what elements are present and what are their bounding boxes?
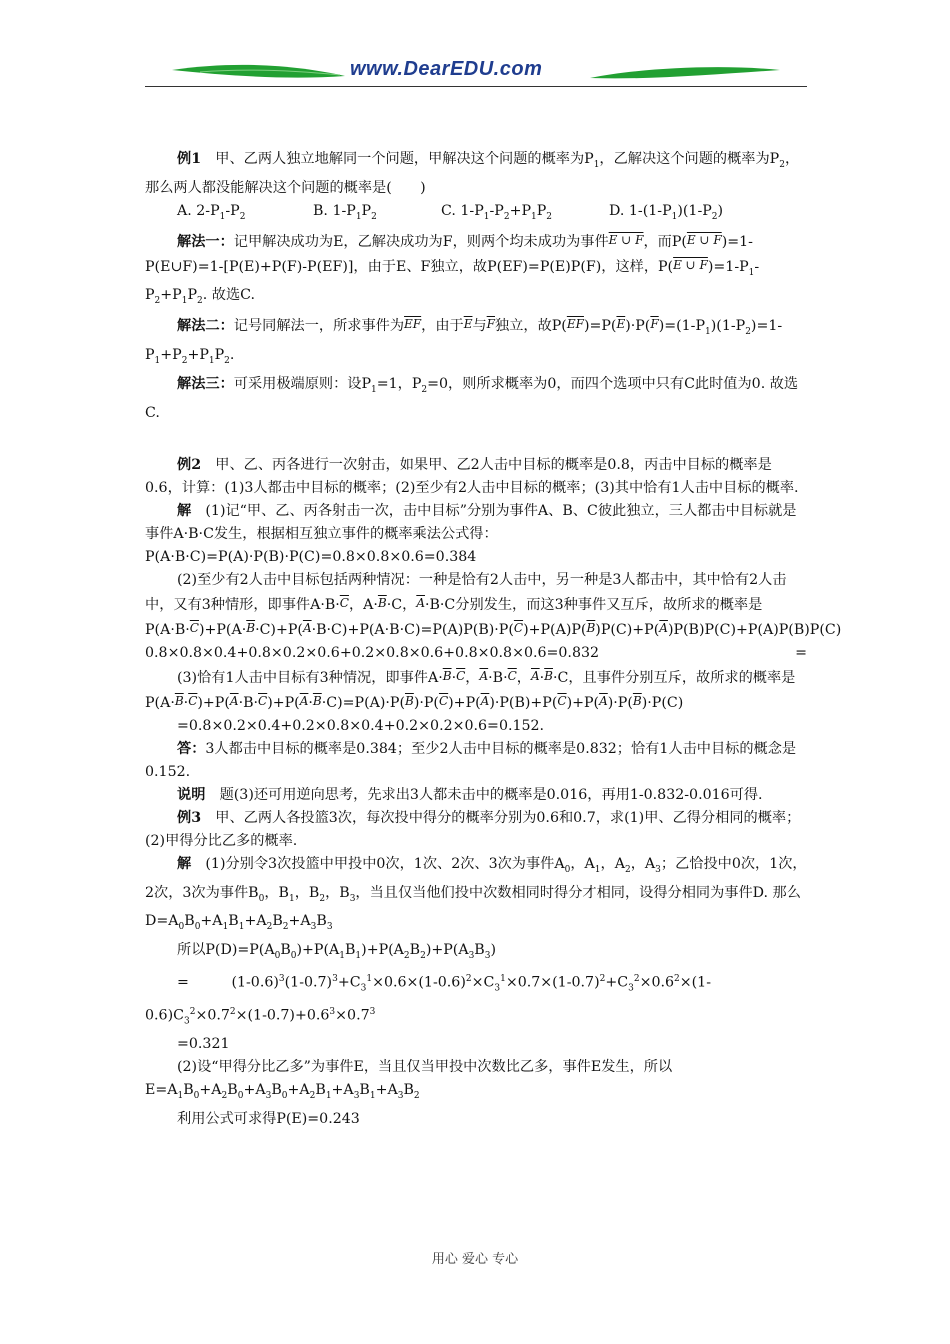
example-1-question: 例1 甲、乙两人独立地解同一个问题，甲解决这个问题的概率为$P_1$，乙解决这个问题的概率为$P_2$，那么两人都没能解决这个问题的概率是( ) xyxy=(145,151,800,196)
example-1-options: A. $2-P_1-P_2$ B. $1-P_1P_2$ C. $1-P_1-P_2+P_1P_2$ D. $1-(1-P_1)(1-P_2)$ xyxy=(177,202,724,222)
example-3-part-1: 解 (1)分别令3次投篮中甲投中0次，1次、2次、3次为事件$A_0$，$A_1$，$A_2$，$A_3$；乙恰投中0次，1次，2次，3次为事件$B_0$，$B_1$，$B_2$，$B_3$，当且仅当他们投中次数相同时得分才相同，设得分相同为事件D. 那么$D=A_0B_0+A_1B_1+A_2B_2+A_3B_3$ xyxy=(145,855,807,933)
example-1-solution-2: 解法二：记号同解法一，所求事件为$\overline{EF}$，由于$\overline{E}$与$\overline{F}$独立，故$P(\overline{EF})=P(\overline{E})\cdot P(\overline{F})=(1-P_1)(1-P_2)=1-P_1+P_2+P_1P_2$. xyxy=(145,317,783,366)
example-2-part-1: 解 (1)记“甲、乙、丙各射击一次，击中目标”分别为事件A、B、C彼此独立，三人都击中目标就是事件A·B·C发生，根据相互独立事件的概率乘法公式得：P(A·B·C)=P(A)·P(B)·P(C)=0.8×0.8×0.6=0.384 xyxy=(145,502,797,565)
example-3-part-2: (2)设“甲得分比乙多”为事件E，当且仅当甲投中次数比乙多，事件E发生，所以$E=A_1B_0+A_2B_0+A_3B_0+A_2B_1+A_3B_1+A_3B_2$ xyxy=(145,1059,673,1102)
example-3-formula: = $(1-0.6)^3(1-0.7)^3+C_3^1\times 0.6\times(1-0.6)^2\times C_3^1\times 0.7\times(1-0.7)^2+C_3^2\times 0.6^2\times(1-0.6)C_3^2\times 0.7^2\times(1-0.7)+0.6^3\times 0.7^3$ xyxy=(145,974,711,1027)
document-body xyxy=(145,148,842,1131)
example-2-part-3: (3)恰有1人击中目标有3种情况，即事件$A\cdot\overline{B}\cdot\overline{C}$，$\overline{A}\cdot B\cdot\overline{C}$，$\overline{A}\cdot\overline{B}\cdot C$，且事件分别互斥，故所求的概率是$P(A\cdot\overline{B}\cdot\overline{C})+P(\overline{A}\cdot B\cdot\overline{C})+P(\overline{A}\cdot\overline{B}\cdot C)=P(A)\cdot P(\overline{B})\cdot P(\overline{C})+P(\overline{A})\cdot P(B)+P(\overline{C})+P(\overline{A})\cdot P(\overline{B})\cdot P(C)$ xyxy=(145,668,796,711)
example-3-question: 例3 甲、乙两人各投篮3次，每次投中得分的概率分别为0.6和0.7，求(1)甲、乙得分相同的概率；(2)甲得分比乙多的概率. xyxy=(145,809,801,849)
example-2-answer: 答：3人都击中目标的概率是0.384；至少2人击中目标的概率是0.832；恰有1人击中目标的概念是0.152. xyxy=(145,740,797,780)
site-logo: www.DearEDU.com xyxy=(350,58,543,80)
example-1-solution-1: 解法一：记甲解决成功为E，乙解决成功为F，则两个均未成功为事件E ∪ F，而P(E ∪ F)=1-P(E∪F)=1-[P(E)+P(F)-P(EF)]，由于E、F独立，故P(EF)=P(E)P(F)，这样，P(E ∪ $F)=1-P_1-P_2+P_1P_2$. 故选C. xyxy=(145,232,760,307)
example-3-result: =0.321 xyxy=(177,1036,230,1053)
example-2-note: 说明 题(3)还可用逆向思考，先求出3人都未击中的概率是0.016，再用1-0.832-0.016可得. xyxy=(177,786,763,803)
swoosh-graphic xyxy=(0,0,950,110)
example-2-part-3-result: =0.8×0.2×0.4+0.2×0.8×0.4+0.2×0.2×0.6=0.152. xyxy=(177,717,545,734)
example-3-pd: 所以$P(D)=P(A_0B_0)+P(A_1B_1)+P(A_2B_2)+P(A_3B_3)$ xyxy=(177,942,497,962)
page-footer: 用心 爱心 专心 xyxy=(431,1252,519,1267)
example-3-part-2-result: 利用公式可求得P(E)=0.243 xyxy=(177,1111,360,1128)
example-1-solution-3: 解法三：可采用极端原则：设$P_1=1$，$P_2=0$，则所求概率为0，而四个选项中只有C此时值为0. 故选C. xyxy=(145,375,799,421)
example-2-question: 例2 甲、乙、丙各进行一次射击，如果甲、乙2人击中目标的概率是0.8，丙击中目标的概率是0.6，计算：(1)3人都击中目标的概率；(2)至少有2人击中目标的概率；(3)其中恰有1人击中目标的概率. xyxy=(145,456,799,496)
header-rule xyxy=(145,86,807,87)
page-header xyxy=(0,0,950,110)
example-2-part-2: (2)至少有2人击中目标包括两种情况：一种是恰有2人击中，另一种是3人都击中，其中恰有2人击中，又有3种情形，即事件$A\cdot B\cdot\overline{C}$，$A\cdot\overline{B}\cdot C$，$\overline{A}\cdot B\cdot C$分别发生，而这3种事件又互斥，故所求的概率是$P(A\cdot B\cdot\overline{C})+P(A\cdot\overline{B}\cdot C)+P(\overline{A}\cdot B\cdot C)+P(A\cdot B\cdot C)=P(A)P(B)\cdot P(\overline{C})+P(A)P(\overline{B})P(C)+P(\overline{A})P(B)P(C)+P(A)P(B)P(C)$ = 0.8×0.8×0.4+0.8×0.2×0.6+0.2×0.8×0.6+0.8×0.8×0.6=0.832 xyxy=(145,571,842,661)
